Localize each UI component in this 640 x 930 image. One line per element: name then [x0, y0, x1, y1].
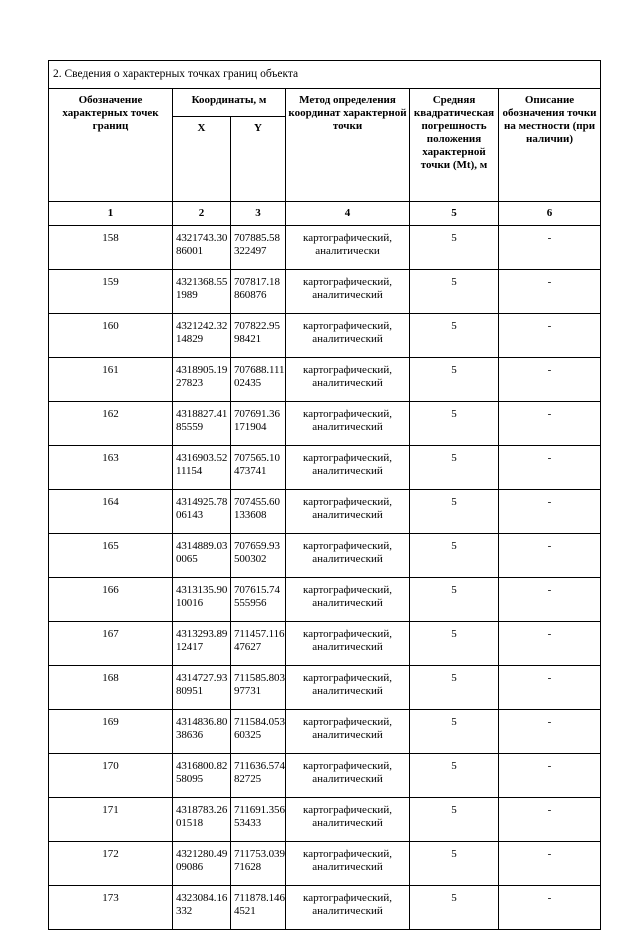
- point-number: 167: [49, 622, 173, 666]
- point-number: 172: [49, 842, 173, 886]
- description: -: [499, 226, 601, 270]
- coordinate-x: 4318827.4185559: [173, 402, 231, 446]
- description: -: [499, 842, 601, 886]
- error-value: 5: [410, 490, 499, 534]
- table-row: [49, 622, 601, 666]
- error-value: 5: [410, 402, 499, 446]
- table-row: [49, 842, 601, 886]
- method: картографический, аналитический: [286, 666, 410, 710]
- error-value: 5: [410, 842, 499, 886]
- description: -: [499, 490, 601, 534]
- method: картографический, аналитический: [286, 446, 410, 490]
- coordinate-y: 707455.60133608: [231, 490, 286, 534]
- table-row: [49, 490, 601, 534]
- header-method: Метод определения координат характерной точки: [286, 89, 410, 202]
- coordinate-y: 711691.35653433: [231, 798, 286, 842]
- method: картографический, аналитический: [286, 710, 410, 754]
- point-number: 168: [49, 666, 173, 710]
- column-number-5: 5: [410, 202, 499, 226]
- point-number: 160: [49, 314, 173, 358]
- method: картографический, аналитический: [286, 402, 410, 446]
- coordinate-x: 4314836.8038636: [173, 710, 231, 754]
- description: -: [499, 710, 601, 754]
- coordinate-y: 711753.03971628: [231, 842, 286, 886]
- coordinate-x: 4318783.2601518: [173, 798, 231, 842]
- table-row: [49, 314, 601, 358]
- coordinate-y: 707885.58322497: [231, 226, 286, 270]
- error-value: 5: [410, 798, 499, 842]
- coordinate-x: 4316903.5211154: [173, 446, 231, 490]
- method: картографический, аналитический: [286, 490, 410, 534]
- coordinate-x: 4314925.7806143: [173, 490, 231, 534]
- point-number: 158: [49, 226, 173, 270]
- table-row: [49, 226, 601, 270]
- table-row: [49, 402, 601, 446]
- point-number: 165: [49, 534, 173, 578]
- error-value: 5: [410, 578, 499, 622]
- method: картографический, аналитический: [286, 358, 410, 402]
- coordinate-x: 4321280.4909086: [173, 842, 231, 886]
- header-designation: Обозначение характерных точек границ: [49, 89, 173, 202]
- description: -: [499, 622, 601, 666]
- point-number: 171: [49, 798, 173, 842]
- coordinate-y: 707822.9598421: [231, 314, 286, 358]
- method: картографический, аналитический: [286, 622, 410, 666]
- coordinate-y: 711584.05360325: [231, 710, 286, 754]
- column-number-6: 6: [499, 202, 601, 226]
- table-row: [49, 666, 601, 710]
- error-value: 5: [410, 314, 499, 358]
- point-number: 163: [49, 446, 173, 490]
- header-description: Описание обозначения точки на местности (при наличии): [499, 89, 601, 202]
- table-row: [49, 886, 601, 930]
- table-row: [49, 710, 601, 754]
- coordinate-x: 4321242.3214829: [173, 314, 231, 358]
- coordinate-y: 707615.74555956: [231, 578, 286, 622]
- error-value: 5: [410, 622, 499, 666]
- coordinate-y: 711457.11647627: [231, 622, 286, 666]
- coordinate-x: 4321743.3086001: [173, 226, 231, 270]
- point-number: 170: [49, 754, 173, 798]
- method: картографический, аналитический: [286, 842, 410, 886]
- error-value: 5: [410, 666, 499, 710]
- method: картографический, аналитический: [286, 886, 410, 930]
- coordinate-x: 4314889.030065: [173, 534, 231, 578]
- header-coordinates: Координаты, м: [173, 89, 286, 117]
- point-number: 166: [49, 578, 173, 622]
- section-title: 2. Сведения о характерных точках границ объекта: [49, 61, 601, 89]
- boundary-points-table: [48, 60, 601, 930]
- table-row: [49, 754, 601, 798]
- point-number: 161: [49, 358, 173, 402]
- coordinate-x: 4316800.8258095: [173, 754, 231, 798]
- error-value: 5: [410, 754, 499, 798]
- coordinate-x: 4318905.1927823: [173, 358, 231, 402]
- table-row: [49, 446, 601, 490]
- method: картографический, аналитический: [286, 578, 410, 622]
- coordinate-y: 707688.11102435: [231, 358, 286, 402]
- table-row: [49, 270, 601, 314]
- coordinate-y: 707565.10473741: [231, 446, 286, 490]
- error-value: 5: [410, 710, 499, 754]
- coordinate-y: 711636.57482725: [231, 754, 286, 798]
- table-row: [49, 358, 601, 402]
- point-number: 162: [49, 402, 173, 446]
- coordinate-y: 711878.1464521: [231, 886, 286, 930]
- description: -: [499, 314, 601, 358]
- header-y: Y: [231, 117, 286, 202]
- coordinate-x: 4323084.16332: [173, 886, 231, 930]
- error-value: 5: [410, 226, 499, 270]
- method: картографический, аналитический: [286, 534, 410, 578]
- method: картографический, аналитически: [286, 226, 410, 270]
- header-x: X: [173, 117, 231, 202]
- description: -: [499, 578, 601, 622]
- coordinate-x: 4321368.551989: [173, 270, 231, 314]
- description: -: [499, 270, 601, 314]
- method: картографический, аналитический: [286, 270, 410, 314]
- error-value: 5: [410, 886, 499, 930]
- coordinate-y: 707817.18860876: [231, 270, 286, 314]
- description: -: [499, 534, 601, 578]
- column-number-4: 4: [286, 202, 410, 226]
- table-row: [49, 798, 601, 842]
- description: -: [499, 446, 601, 490]
- description: -: [499, 798, 601, 842]
- error-value: 5: [410, 358, 499, 402]
- header-error: Средняя квадратическая погрешность положения характерной точки (Mt), м: [410, 89, 499, 202]
- error-value: 5: [410, 270, 499, 314]
- point-number: 173: [49, 886, 173, 930]
- description: -: [499, 358, 601, 402]
- error-value: 5: [410, 446, 499, 490]
- column-number-3: 3: [231, 202, 286, 226]
- description: -: [499, 886, 601, 930]
- method: картографический, аналитический: [286, 798, 410, 842]
- coordinate-y: 707659.93500302: [231, 534, 286, 578]
- coordinate-x: 4313135.9010016: [173, 578, 231, 622]
- column-number-1: 1: [49, 202, 173, 226]
- coordinate-x: 4313293.8912417: [173, 622, 231, 666]
- point-number: 164: [49, 490, 173, 534]
- coordinate-y: 711585.80397731: [231, 666, 286, 710]
- description: -: [499, 666, 601, 710]
- table-body: [49, 226, 601, 930]
- error-value: 5: [410, 534, 499, 578]
- description: -: [499, 754, 601, 798]
- coordinate-y: 707691.36171904: [231, 402, 286, 446]
- method: картографический, аналитический: [286, 314, 410, 358]
- description: -: [499, 402, 601, 446]
- table-row: [49, 578, 601, 622]
- table-row: [49, 534, 601, 578]
- point-number: 159: [49, 270, 173, 314]
- column-number-2: 2: [173, 202, 231, 226]
- method: картографический, аналитический: [286, 754, 410, 798]
- coordinate-x: 4314727.9380951: [173, 666, 231, 710]
- point-number: 169: [49, 710, 173, 754]
